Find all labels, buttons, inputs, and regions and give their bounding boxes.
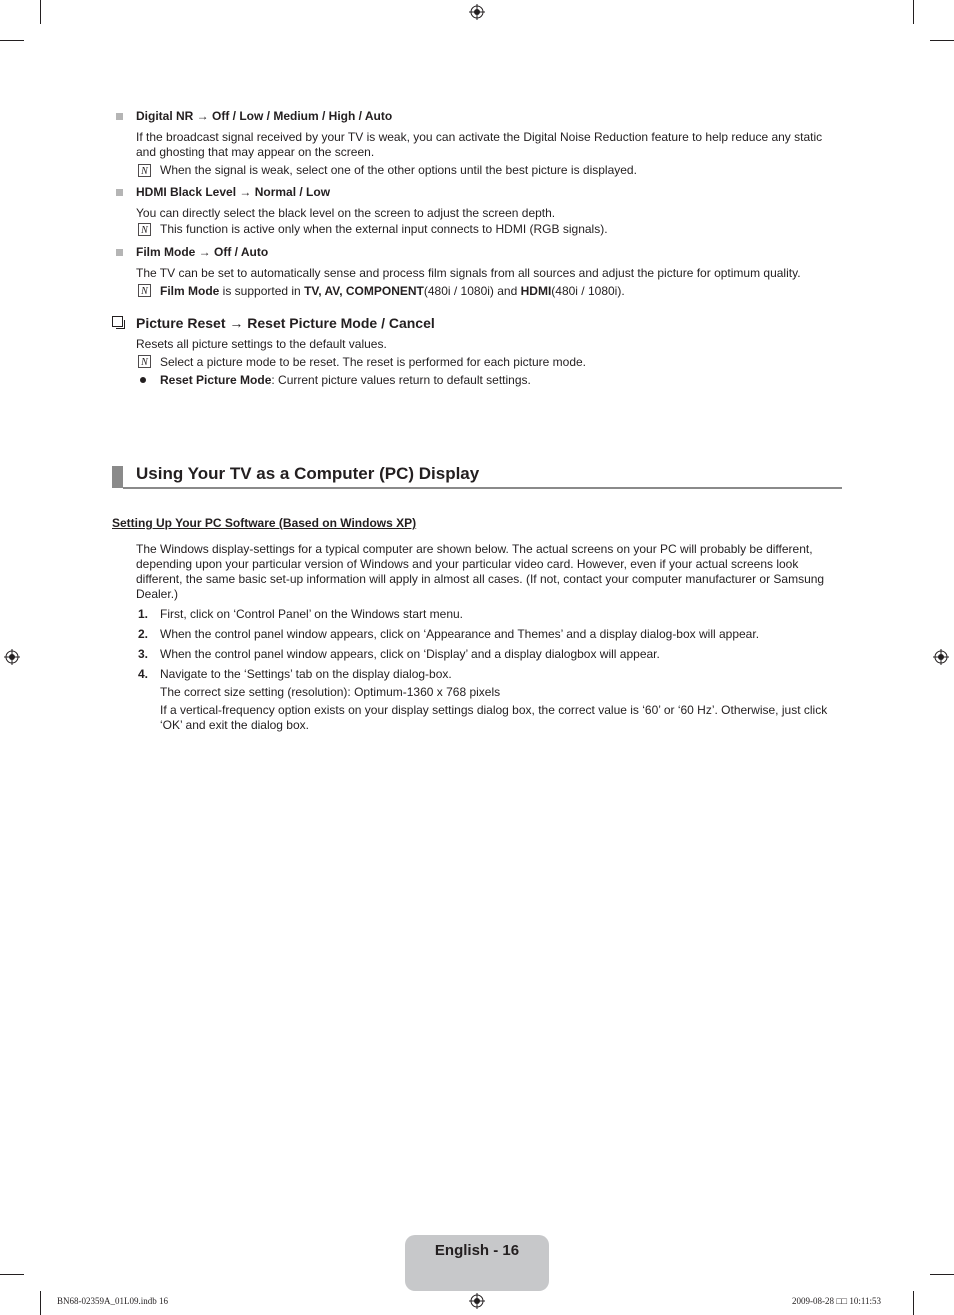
step-detail: The correct size setting (resolution): Optimum-1360 x 768 pixels <box>160 685 501 699</box>
section-subtitle: Setting Up Your PC Software (Based on Windows XP) <box>112 516 417 530</box>
note-icon <box>138 284 151 297</box>
note-icon <box>138 164 151 177</box>
bullet-text <box>160 373 531 388</box>
square-bullet-icon <box>116 249 123 256</box>
crop-mark <box>40 1291 41 1315</box>
crop-mark <box>930 40 954 41</box>
note-span: (480i / 1080i). <box>551 284 625 298</box>
crop-mark <box>913 1291 914 1315</box>
step-number: 2. <box>138 627 149 641</box>
crop-mark <box>0 40 24 41</box>
section-title: Using Your TV as a Computer (PC) Display <box>136 464 480 483</box>
option-heading <box>136 245 268 260</box>
round-bullet-icon <box>140 377 146 383</box>
option-heading-name: Film Mode <box>136 245 196 259</box>
registration-mark-icon <box>933 649 949 665</box>
registration-mark-icon <box>4 649 20 665</box>
step-text: When the control panel window appears, click on ‘Display’ and a display dialogbox will appear. <box>160 647 660 661</box>
step-text: When the control panel window appears, click on ‘Appearance and Themes’ and a display dialog-box will appear. <box>160 627 760 641</box>
note-text: This function is active only when the external input connects to HDMI (RGB signals). <box>160 222 608 236</box>
note-text: When the signal is weak, select one of the other options until the best picture is displayed. <box>160 163 637 177</box>
crop-mark <box>930 1274 954 1275</box>
bullet-bold: Reset Picture Mode <box>160 373 272 387</box>
pc-intro-paragraph: The Windows display-settings for a typical computer are shown below. The actual screens on your PC will probably be different, depending upon your particular version of Windows and your particular video card. However, even if your actual screens look different, the same basic set-up information will apply in almost all cases. (If not, contact your computer manufacturer or Samsung Dealer.) <box>136 542 825 601</box>
option-heading <box>136 185 330 200</box>
note-bold: TV, AV, COMPONENT <box>304 284 424 298</box>
svg-text:N: N <box>141 357 148 368</box>
option-heading-values: → Off / Low / Medium / High / Auto <box>193 109 393 123</box>
step-text: First, click on ‘Control Panel’ on the Windows start menu. <box>160 607 464 621</box>
option-heading <box>136 109 392 124</box>
step-number: 4. <box>138 667 149 681</box>
note-span: is supported in <box>219 284 305 298</box>
section-header-bar <box>112 466 123 488</box>
page-number: English - 16 <box>434 1242 520 1259</box>
svg-text:N: N <box>141 286 148 297</box>
note-bold: Film Mode <box>160 284 220 298</box>
option-heading-values: → Off / Auto <box>195 245 269 259</box>
section-header-rule <box>123 487 842 489</box>
crop-mark <box>40 0 41 24</box>
option-description: The TV can be set to automatically sense and process film signals from all sources and adjust the picture for optimum quality. <box>136 266 801 280</box>
checkbox-bullet-icon <box>112 316 123 327</box>
square-bullet-icon <box>116 189 123 196</box>
registration-mark-icon <box>469 4 485 20</box>
step-text: Navigate to the ‘Settings’ tab on the display dialog-box. <box>160 667 452 681</box>
registration-mark-icon <box>469 1293 485 1309</box>
step-number: 1. <box>138 607 149 621</box>
square-bullet-icon <box>116 113 123 120</box>
option-description: You can directly select the black level on the screen to adjust the screen depth. <box>136 206 556 220</box>
option-heading-values: → Normal / Low <box>236 185 331 199</box>
crop-mark <box>913 0 914 24</box>
print-slug-date: 2009-08-28 □□ 10:11:53 <box>792 1296 882 1306</box>
step-number: 3. <box>138 647 149 661</box>
crop-mark <box>0 1274 24 1275</box>
picture-reset-heading: Picture Reset → Reset Picture Mode / Cancel <box>136 315 435 331</box>
svg-text:N: N <box>141 225 148 236</box>
note-text <box>160 284 625 299</box>
option-heading-name: HDMI Black Level <box>136 185 237 199</box>
note-span: (480i / 1080i) and <box>423 284 521 298</box>
option-description: If the broadcast signal received by your TV is weak, you can activate the Digital Noise Reduction feature to help reduce any static and ghosting that may appear on the screen. <box>136 130 823 159</box>
note-icon <box>138 223 151 236</box>
note-bold: HDMI <box>520 284 552 298</box>
option-heading-name: Digital NR <box>136 109 194 123</box>
svg-text:N: N <box>141 166 148 177</box>
note-icon <box>138 355 151 368</box>
step-detail: If a vertical-frequency option exists on your display settings dialog box, the correct value is ‘60’ or ‘60 Hz’. Otherwise, just click ‘OK’ and exit the dialog box. <box>160 703 828 732</box>
note-text: Select a picture mode to be reset. The reset is performed for each picture mode. <box>160 355 586 369</box>
bullet-rest: : Current picture values return to default settings. <box>271 373 531 387</box>
print-slug-file: BN68-02359A_01L09.indb 16 <box>57 1296 168 1306</box>
picture-reset-description: Resets all picture settings to the default values. <box>136 337 387 351</box>
